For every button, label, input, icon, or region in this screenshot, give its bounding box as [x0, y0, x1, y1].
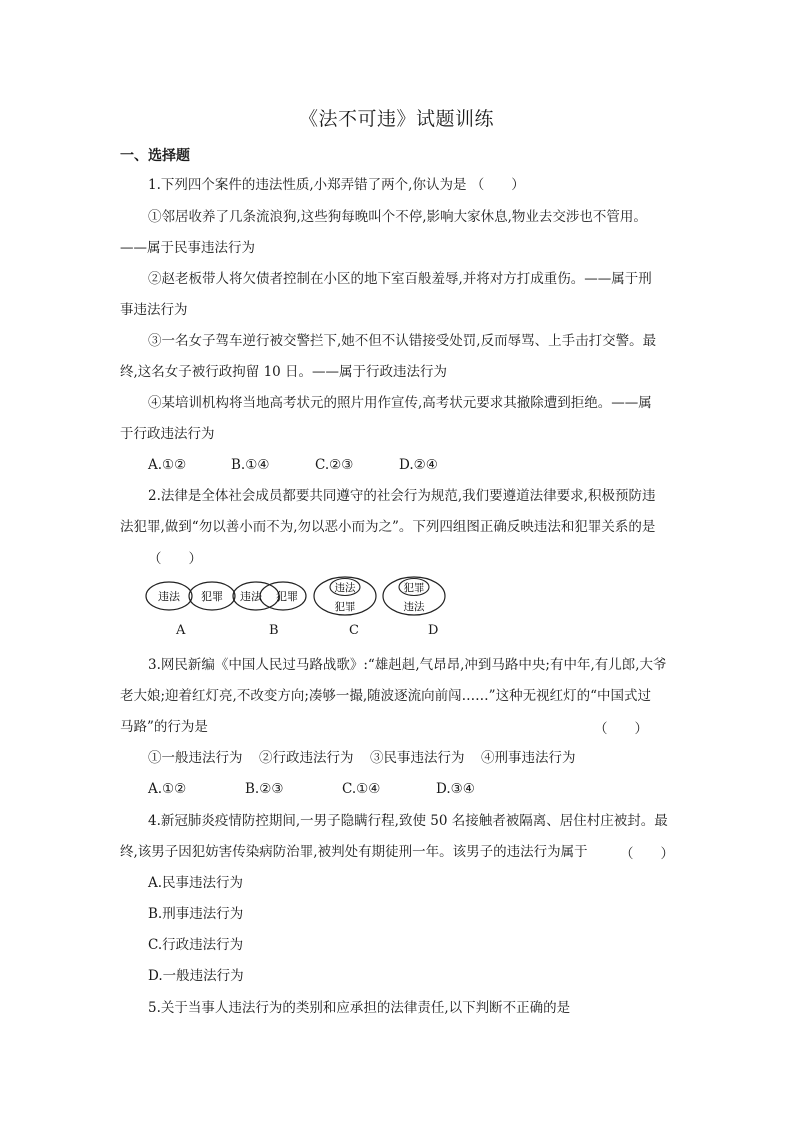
q2-stem-line1: 2.法律是全体社会成员都要共同遵守的社会行为规范,我们要遵道法律要求,积极预防违 — [148, 488, 656, 504]
q2-stem-line2: 法犯罪,做到“勿以善小而不为,勿以恶小而为之”。下列四组图正确反映违法和犯罪关系的是 — [120, 519, 656, 535]
diagram-c-outer-label: 犯罪 — [334, 601, 356, 613]
q1-option-a[interactable]: A.①② — [148, 457, 187, 473]
diagram-c-inner-label: 违法 — [334, 582, 356, 594]
q3-stem-line2: 老大娘;迎着红灯亮,不改变方向;凑够一撮,随波逐流向前闯……”这种无视红灯的“中国式过 — [120, 688, 651, 704]
q3-option-a[interactable]: A.①② — [148, 781, 187, 797]
diagram-label-a: A — [176, 623, 186, 638]
q1-item3-line2: 终,这名女子被行政拘留 10 日。——属于行政违法行为 — [120, 364, 448, 380]
diagram-d[interactable] — [383, 577, 445, 615]
q3-option-d[interactable]: D.③④ — [436, 781, 475, 797]
q4-option-d[interactable]: D.一般违法行为 — [148, 968, 244, 984]
diagram-c[interactable] — [314, 577, 376, 615]
q1-option-d[interactable]: D.②④ — [399, 457, 438, 473]
diagram-d-inner-label: 犯罪 — [403, 582, 425, 594]
q3-item-4: ④刑事违法行为 — [481, 750, 576, 766]
venn-diagram-set — [140, 572, 460, 642]
q3-stem-line1: 3.网民新编《中国人民过马路战歌》:“雄赳赳,气昂昂,冲到马路中央;有中年,有儿郎,大爷 — [148, 657, 667, 673]
q2-answer-paren: （ ） — [148, 551, 202, 567]
q4-answer-paren: （ ） — [620, 846, 674, 862]
q1-stem: 1.下列四个案件的违法性质,小郑弄错了两个,你认为是 （ ） — [148, 177, 525, 193]
q1-item3-line1: ③一名女子驾车逆行被交警拦下,她不但不认错接受处罚,反而辱骂、上手击打交警。最 — [148, 333, 657, 349]
diagram-a-right-label: 犯罪 — [201, 590, 223, 603]
diagram-label-d: D — [428, 623, 439, 638]
page-title: 《法不可违》试题训练 — [298, 108, 494, 130]
diagram-d-outer-label: 违法 — [403, 601, 425, 613]
diagram-label-c: C — [349, 623, 359, 638]
q3-item-3: ③民事违法行为 — [370, 750, 465, 766]
diagram-b-right-label: 犯罪 — [276, 590, 298, 603]
q1-item1-line2: ——属于民事违法行为 — [120, 240, 255, 256]
q4-option-c[interactable]: C.行政违法行为 — [148, 937, 244, 953]
diagram-b-left-label: 违法 — [240, 590, 262, 603]
q5-stem: 5.关于当事人违法行为的类别和应承担的法律责任,以下判断不正确的是 — [148, 1000, 571, 1016]
q3-option-b[interactable]: B.②③ — [245, 781, 284, 797]
q4-option-b[interactable]: B.刑事违法行为 — [148, 906, 244, 922]
q1-item2-line1: ②赵老板带人将欠债者控制在小区的地下室百般羞辱,并将对方打成重伤。——属于刑 — [148, 271, 652, 287]
diagram-a[interactable] — [146, 582, 235, 610]
diagram-b[interactable] — [233, 582, 306, 610]
diagram-label-b: B — [269, 623, 279, 638]
q3-stem-line3: 马路”的行为是 — [120, 719, 208, 735]
section-heading: 一、选择题 — [120, 148, 190, 164]
diagram-a-left-label: 违法 — [158, 590, 180, 603]
q4-stem-line2: 终,该男子因犯妨害传染病防治罪,被判处有期徒刑一年。该男子的违法行为属于 — [120, 844, 588, 860]
q1-option-c[interactable]: C.②③ — [315, 457, 354, 473]
q4-option-a[interactable]: A.民事违法行为 — [148, 875, 244, 891]
q3-option-c[interactable]: C.①④ — [342, 781, 381, 797]
q1-item4-line1: ④某培训机构将当地高考状元的照片用作宣传,高考状元要求其撤除遭到拒绝。——属 — [148, 395, 652, 411]
q3-answer-paren: （ ） — [594, 721, 648, 737]
q3-item-2: ②行政违法行为 — [259, 750, 354, 766]
q1-option-b[interactable]: B.①④ — [231, 457, 270, 473]
q4-stem-line1: 4.新冠肺炎疫情防控期间,一男子隐瞒行程,致使 50 名接触者被隔离、居住村庄被封。最 — [148, 813, 668, 829]
q1-item1-line1: ①邻居收养了几条流浪狗,这些狗每晚叫个不停,影响大家休息,物业去交涉也不管用。 — [148, 209, 647, 225]
q1-item2-line2: 事违法行为 — [120, 302, 188, 318]
q3-item-1: ①一般违法行为 — [148, 750, 243, 766]
q1-item4-line2: 于行政违法行为 — [120, 426, 215, 442]
